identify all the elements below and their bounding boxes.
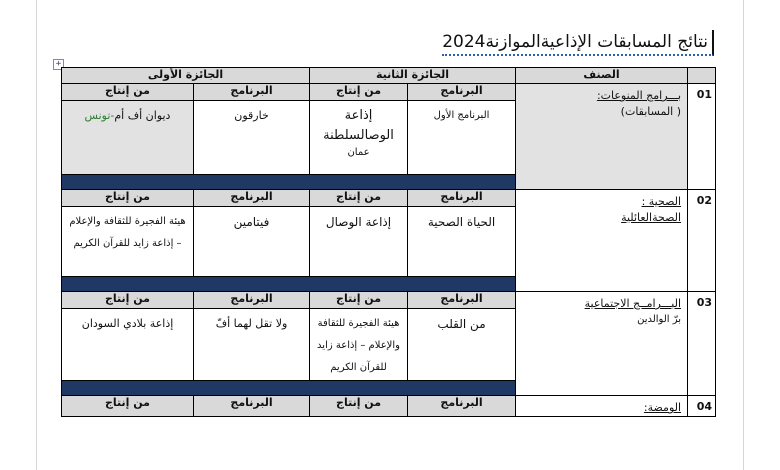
category-cell: [516, 190, 688, 292]
subheader-program: البرنامج: [408, 292, 516, 309]
category-title: بـــرامج المنوعات:: [596, 89, 682, 102]
table-move-handle-icon[interactable]: +: [53, 59, 64, 70]
document-title[interactable]: نتائج المسابقات الإذاعيةالموازنة2024: [442, 30, 714, 56]
subheader-program: البرنامج: [408, 84, 516, 101]
subheader-program: البرنامج: [408, 190, 516, 207]
first-program: خارقون: [194, 101, 310, 175]
second-producer: إذاعة الوصال: [310, 207, 408, 277]
first-producer-country: -تونس: [84, 109, 115, 122]
category-title: الومضة:: [643, 401, 682, 414]
second-producer: هيئة الفجيرة للثقافة والإعلام – إذاعة زايد للقرآن الكريم: [310, 309, 408, 381]
first-producer: إذاعة بلادي السودان: [62, 309, 194, 381]
category-subtitle: برّ الوالدين: [637, 314, 682, 325]
header-second-prize: الجائزة الثانية: [310, 68, 516, 84]
row-separator-bar: [62, 381, 516, 396]
table-row: [62, 396, 716, 417]
second-program: الحياة الصحية: [408, 207, 516, 277]
category-cell: [516, 292, 688, 396]
header-first-prize: الجائزة الأولى: [62, 68, 310, 84]
category-title: الصحية :: [641, 195, 682, 208]
first-producer: [62, 101, 194, 175]
table-header-row: [62, 68, 716, 84]
first-producer-line: ديوان أف أم: [114, 109, 171, 122]
row-number: 01: [688, 84, 716, 190]
subheader-program: البرنامج: [194, 84, 310, 101]
subheader-producer: من إنتاج: [310, 84, 408, 101]
second-producer-line: عمان: [347, 147, 370, 158]
category-subtitle: الصحةالعائلية: [621, 211, 682, 224]
subheader-producer: من إنتاج: [310, 190, 408, 207]
first-program: ولا تقل لهما أفّ: [194, 309, 310, 381]
results-table: [61, 67, 716, 417]
table-row: [62, 190, 716, 207]
subheader-producer: من إنتاج: [62, 84, 194, 101]
category-cell: [516, 84, 688, 190]
second-program: البرنامج الأول: [408, 101, 516, 175]
subheader-producer: من إنتاج: [62, 396, 194, 417]
subheader-producer: من إنتاج: [310, 396, 408, 417]
table-row: [62, 84, 716, 101]
second-producer-line: الوصالسلطنة: [323, 128, 394, 143]
category-cell: [516, 396, 688, 417]
category-subtitle: ( المسابقات): [620, 105, 682, 118]
subheader-program: البرنامج: [408, 396, 516, 417]
subheader-producer: من إنتاج: [62, 292, 194, 309]
row-number: 03: [688, 292, 716, 396]
first-producer: هيئة الفجيرة للثقافة والإعلام – إذاعة زايد للقرآن الكريم: [62, 207, 194, 277]
subheader-program: البرنامج: [194, 292, 310, 309]
row-number: 02: [688, 190, 716, 292]
category-title: البـــرامــج الاجتماعية: [584, 297, 682, 310]
header-category: الصنف: [516, 68, 688, 84]
table-row: [62, 292, 716, 309]
subheader-producer: من إنتاج: [62, 190, 194, 207]
subheader-program: البرنامج: [194, 190, 310, 207]
second-producer: [310, 101, 408, 175]
row-separator-bar: [62, 175, 516, 190]
header-number: [688, 68, 716, 84]
second-program: من القلب: [408, 309, 516, 381]
second-producer-line: إذاعة: [344, 108, 373, 123]
first-program: فيتامين: [194, 207, 310, 277]
subheader-program: البرنامج: [194, 396, 310, 417]
row-number: 04: [688, 396, 716, 417]
subheader-producer: من إنتاج: [310, 292, 408, 309]
row-separator-bar: [62, 277, 516, 292]
